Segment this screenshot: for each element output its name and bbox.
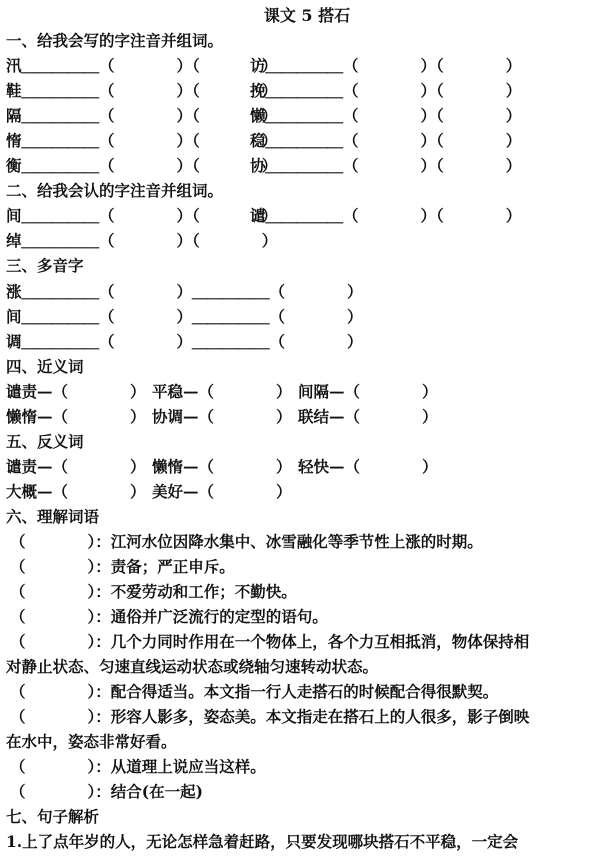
antonym-item: 轻快—（ ） [298, 457, 438, 476]
section-heading-7: 七、句子解析 [6, 807, 100, 826]
section-heading-6: 六、理解词语 [6, 507, 100, 526]
definition-item: （ ）：通俗并广泛流行的定型的语句。 [10, 607, 328, 626]
antonym-item: 谴责—（ ） [6, 457, 146, 476]
synonym-item: 间隔—（ ） [298, 382, 438, 401]
char-item: 隔＿＿＿＿＿（ ）（ ） [6, 106, 278, 125]
section-heading-2: 二、给我会认的字注音并组词。 [6, 181, 224, 200]
polyphone-row: 间＿＿＿＿＿（ ）＿＿＿＿＿（ ） [6, 307, 363, 326]
definition-item: （ ）：结合(在一起) [10, 782, 203, 801]
definition-item: （ ）：责备；严正申斥。 [10, 557, 235, 576]
definition-continuation: 对静止状态、匀速直线运动状态或绕轴匀速转动状态。 [6, 657, 379, 676]
antonym-item: 懒惰—（ ） [152, 457, 292, 476]
char-item: 间＿＿＿＿＿（ ）（ ） [6, 206, 278, 225]
char-item: 鞋＿＿＿＿＿（ ）（ ） [6, 81, 278, 100]
definition-item: （ ）：配合得适当。本文指一行人走搭石的时候配合得很默契。 [10, 682, 499, 701]
section-heading-3: 三、多音字 [6, 256, 84, 275]
synonym-item: 平稳—（ ） [152, 382, 292, 401]
char-item: 访＿＿＿＿＿（ ）（ ） [250, 56, 522, 75]
char-item: 协＿＿＿＿＿（ ）（ ） [250, 156, 522, 175]
synonym-item: 联结—（ ） [298, 407, 438, 426]
section-heading-1: 一、给我会写的字注音并组词。 [6, 31, 224, 50]
section-heading-4: 四、近义词 [6, 357, 84, 376]
definition-item: （ ）：不爱劳动和工作；不勤快。 [10, 582, 297, 601]
sentence-item: 1.上了点年岁的人，无论怎样急着赶路，只要发现哪块搭石不平稳，一定会 [6, 832, 519, 851]
definition-item: （ ）：几个力同时作用在一个物体上，各个力互相抵消，物体保持相 [10, 632, 530, 651]
synonym-item: 懒惰—（ ） [6, 407, 146, 426]
char-item: 谴＿＿＿＿＿（ ）（ ） [250, 206, 522, 225]
char-item: 衡＿＿＿＿＿（ ）（ ） [6, 156, 278, 175]
char-item: 挽＿＿＿＿＿（ ）（ ） [250, 81, 522, 100]
char-item: 懒＿＿＿＿＿（ ）（ ） [250, 106, 522, 125]
char-item: 绰＿＿＿＿＿（ ）（ ） [6, 231, 278, 250]
antonym-item: 大概—（ ） [6, 482, 146, 501]
antonym-item: 美好—（ ） [152, 482, 292, 501]
synonym-item: 协调—（ ） [152, 407, 292, 426]
definition-item: （ ）：江河水位因降水集中、冰雪融化等季节性上涨的时期。 [10, 532, 483, 551]
char-item: 汛＿＿＿＿＿（ ）（ ） [6, 56, 278, 75]
char-item: 稳＿＿＿＿＿（ ）（ ） [250, 131, 522, 150]
synonym-item: 谴责—（ ） [6, 382, 146, 401]
definition-item: （ ）：形容人影多，姿态美。本文指走在搭石上的人很多，影子倒映 [10, 707, 530, 726]
definition-item: （ ）：从道理上说应当这样。 [10, 757, 266, 776]
definition-continuation: 在水中，姿态非常好看。 [6, 732, 177, 751]
section-heading-5: 五、反义词 [6, 432, 84, 451]
char-item: 惰＿＿＿＿＿（ ）（ ） [6, 131, 278, 150]
page-title: 课文 5 搭石 [263, 6, 351, 25]
polyphone-row: 涨＿＿＿＿＿（ ）＿＿＿＿＿（ ） [6, 282, 363, 301]
polyphone-row: 调＿＿＿＿＿（ ）＿＿＿＿＿（ ） [6, 332, 363, 351]
